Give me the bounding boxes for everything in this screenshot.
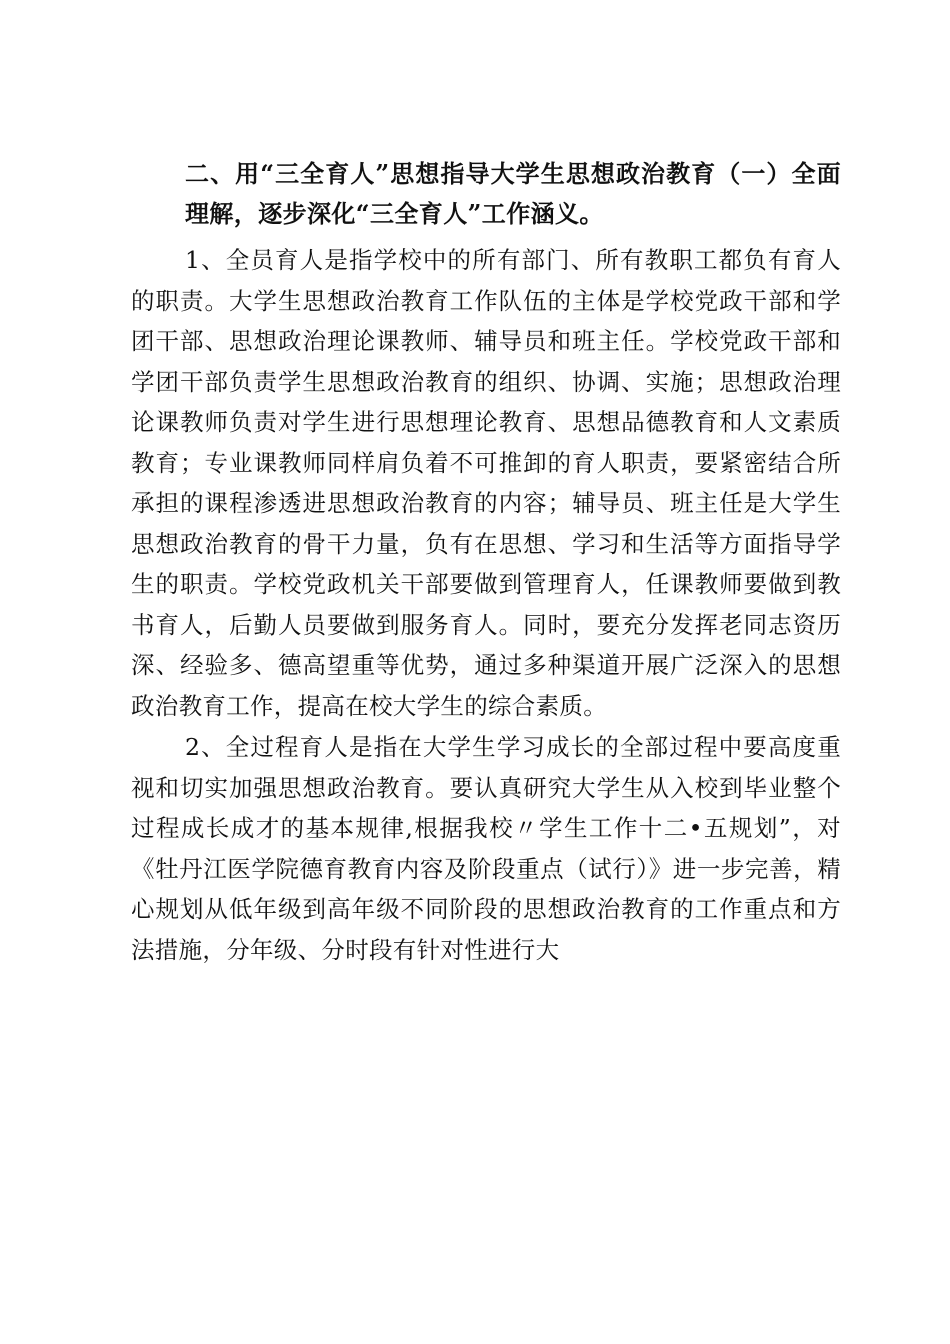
paragraph-full-staff-education: 1、全员育人是指学校中的所有部门、所有教职工都负有育人的职责。大学生思想政治教育工作队伍的主体是学校党政干部和学团干部、思想政治理论课教师、辅导员和班主任。学校党政干部和学团干部负责学生思想政治教育的组织、协调、实施；思想政治理论课教师负责对学生进行思想理论教育、思想品德教育和人文素质教育；专业课教师同样肩负着不可推卸的育人职责，要紧密结合所承担的课程渗透进思想政治教育的内容；辅导员、班主任是大学生思想政治教育的骨干力量，负有在思想、学习和生活等方面指导学生的职责。学校党政机关干部要做到管理育人，任课教师要做到教书育人，后勤人员要做到服务育人。同时，要充分发挥老同志资历深、经验多、德高望重等优势，通过多种渠道开展广泛深入的思想政治教育工作，提高在校大学生的综合素质。 (131, 246, 841, 720)
paragraph-whole-process-education: 2、全过程育人是指在大学生学习成长的全部过程中要高度重视和切实加强思想政治教育。要认真研究大学生从入校到毕业整个过程成长成才的基本规律,根据我校〃学生工作十二•五规划”，对《牡丹江医学院德育教育内容及阶段重点（试行）》进一步完善，精心规划从低年级到高年级不同阶段的思想政治教育的工作重点和方法措施，分年级、分时段有针对性进行大 (131, 733, 841, 964)
document-body (131, 154, 841, 970)
section-heading: 二、用“三全育人”思想指导大学生思想政治教育（一）全面理解，逐步深化“三全育人”工作涵义。 (185, 159, 841, 228)
